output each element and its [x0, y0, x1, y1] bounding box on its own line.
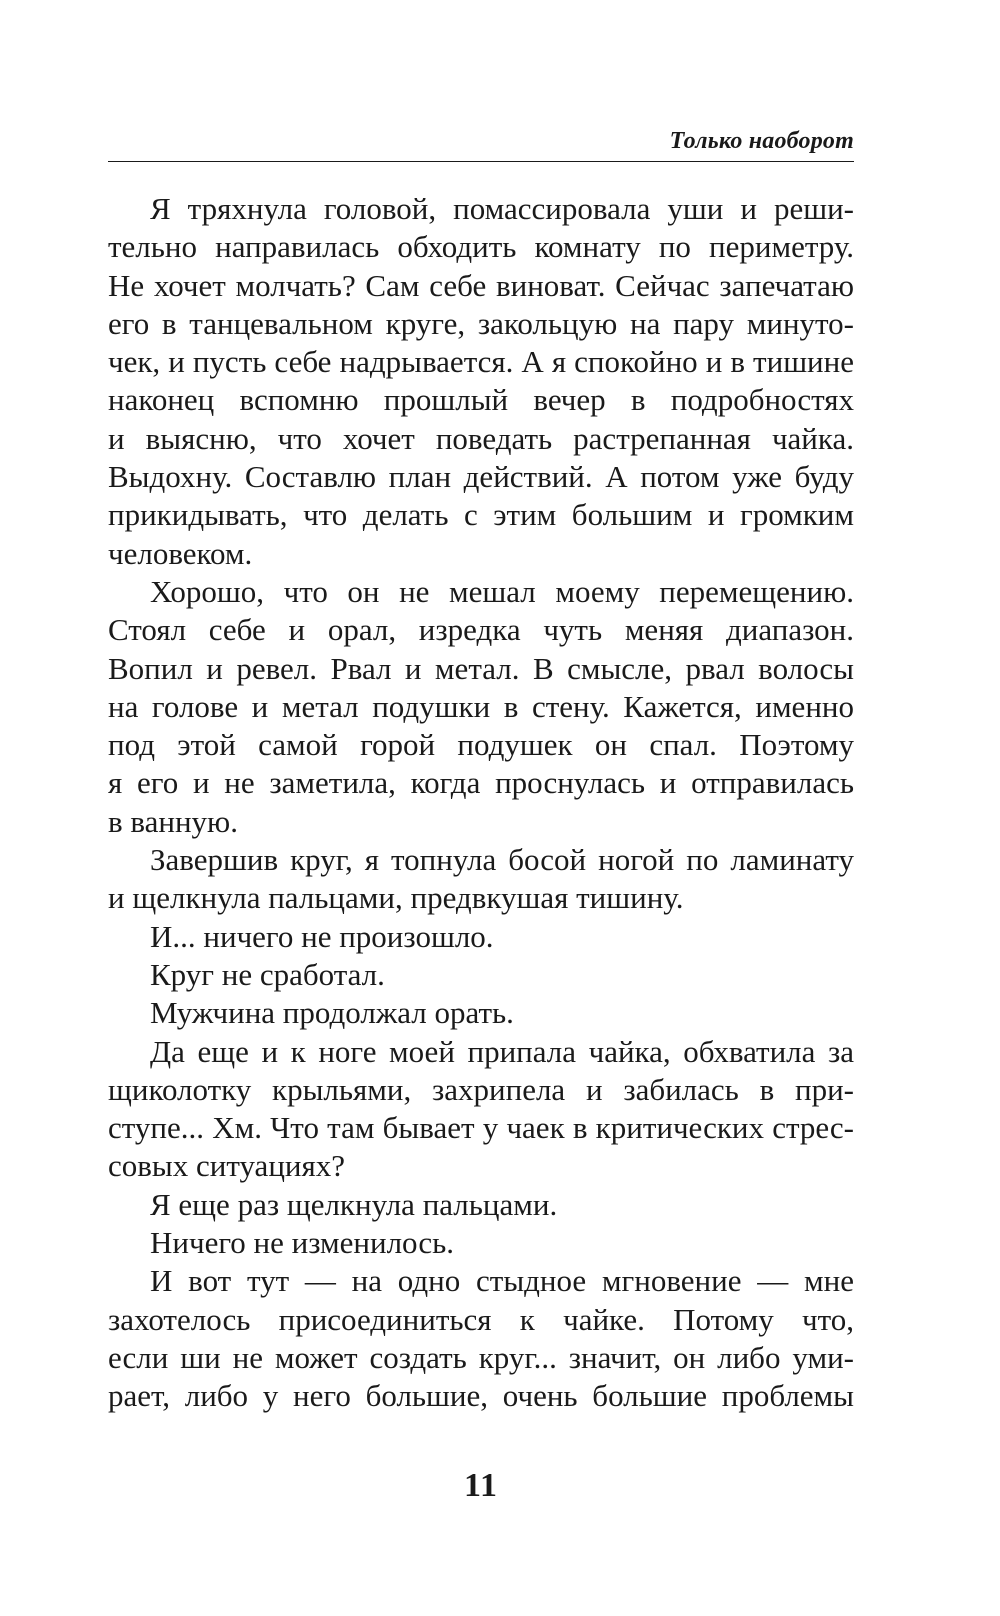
text-line: Ничего не изменилось. — [150, 1225, 454, 1261]
header-rule — [108, 161, 854, 162]
text-line: захотелось присоединиться к чайке. Потому что, — [108, 1301, 854, 1337]
text-line: щиколотку крыльями, захрипела и забилась в при- — [108, 1071, 854, 1107]
body-text — [108, 190, 854, 1416]
text-line: И вот тут — на одно стыдное мгновение — мне — [150, 1263, 854, 1299]
text-line: Не хочет молчать? Сам себе виноват. Сейчас запечатаю — [108, 267, 854, 303]
text-line: если ши не может создать круг... значит, он либо уми- — [108, 1339, 854, 1375]
text-line: Я еще раз щелкнула пальцами. — [150, 1186, 558, 1222]
running-head-title: Только наоборот — [669, 128, 854, 154]
text-line: Да еще и к ноге моей припала чайка, обхватила за — [150, 1033, 854, 1069]
text-line: И... ничего не произошло. — [150, 918, 494, 954]
page-number: 11 — [463, 1467, 499, 1504]
text-line: Вопил и ревел. Рвал и метал. В смысле, рвал волосы — [108, 650, 854, 686]
text-line: Круг не сработал. — [150, 956, 385, 992]
text-line: и выясню, что хочет поведать растрепанная чайка. — [108, 420, 854, 456]
text-line: Выдохну. Составлю план действий. А потом уже буду — [108, 459, 854, 495]
text-line: чек, и пусть себе надрывается. А я спокойно и в тишине — [108, 344, 854, 380]
text-line: рает, либо у него большие, очень большие проблемы — [108, 1378, 854, 1414]
text-line: совых ситуациях? — [108, 1148, 346, 1184]
text-line: в ванную. — [108, 803, 238, 839]
text-line: человеком. — [108, 535, 253, 571]
text-line: я его и не заметила, когда проснулась и отправилась — [108, 765, 854, 801]
text-line: ступе... Хм. Что там бывает у чаек в критических стрес- — [108, 1110, 854, 1146]
text-line: Я тряхнула головой, помассировала уши и реши- — [150, 191, 854, 226]
text-line: прикидывать, что делать с этим большим и громким — [108, 497, 854, 533]
text-line: наконец вспомню прошлый вечер в подробностях — [108, 382, 854, 418]
text-line: на голове и метал подушки в стену. Кажется, именно — [108, 688, 854, 724]
text-line: под этой самой горой подушек он спал. Поэтому — [108, 727, 854, 763]
text-line: и щелкнула пальцами, предвкушая тишину. — [108, 880, 684, 916]
text-line: Хорошо, что он не мешал моему перемещению. — [150, 573, 854, 609]
text-line: Мужчина продолжал орать. — [150, 995, 514, 1031]
text-line: тельно направилась обходить комнату по периметру. — [108, 229, 854, 265]
text-line: Стоял себе и орал, изредка чуть меняя диапазон. — [108, 612, 854, 648]
text-line: Завершив круг, я топнула босой ногой по ламинату — [150, 842, 854, 878]
text-line: его в танцевальном круге, закольцую на пару минуто- — [108, 305, 854, 341]
